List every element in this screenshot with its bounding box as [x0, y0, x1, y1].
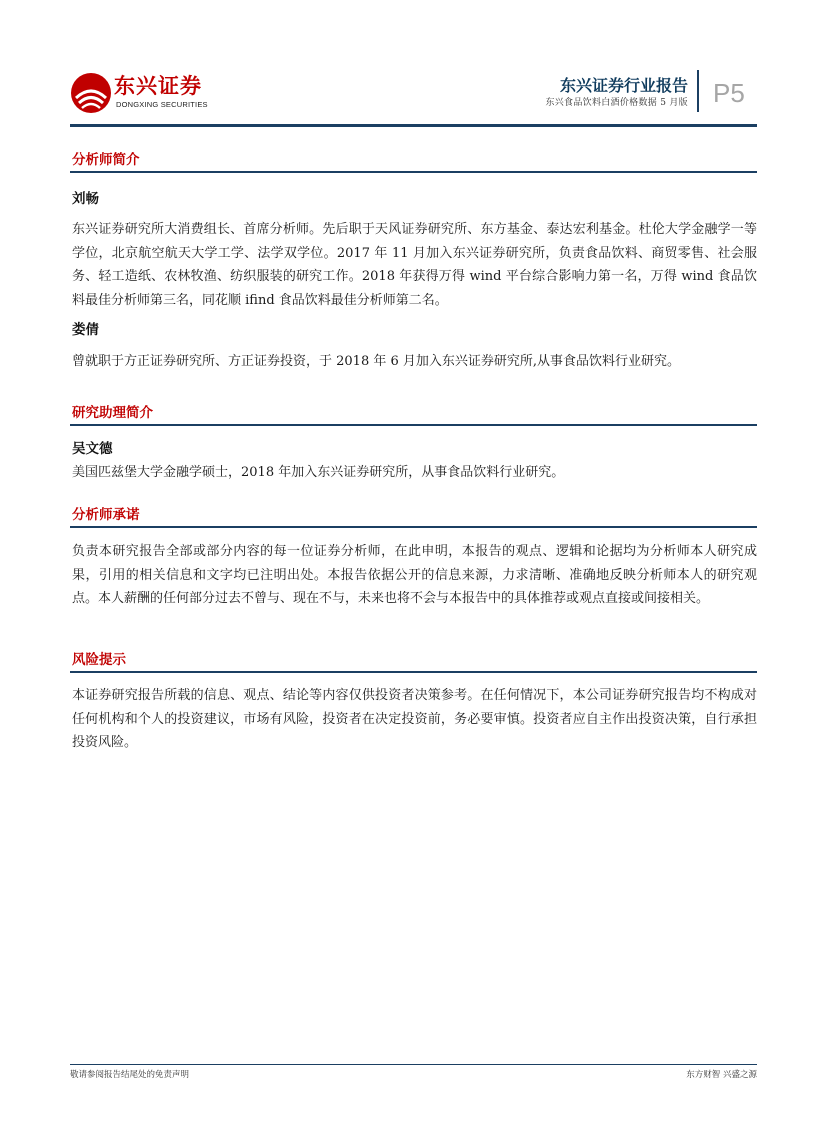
- analyst-name: 娄倩: [72, 322, 99, 338]
- analyst-bio: 东兴证券研究所大消费组长、首席分析师。先后职于天风证券研究所、东方基金、泰达宏利基金。杜伦大学金融学一等学位，北京航空航天大学工学、法学双学位。2017 年 11 月加入东兴证券研究所，负责食品饮料、商贸零售、社会服务、轻工造纸、农林牧渔、纺织服装的研究工作。2018 年获得万得 wind 平台综合影响力第一名，万得 wind 食品饮料最佳分析师第三名，同花顺 ifind 食品饮料最佳分析师第二名。: [72, 222, 757, 308]
- risk-text: 本证券研究报告所载的信息、观点、结论等内容仅供投资者决策参考。在任何情况下，本公司证券研究报告均不构成对任何机构和个人的投资建议，市场有风险，投资者在决定投资前，务必要审慎。投资者应自主作出投资决策，自行承担投资风险。: [72, 688, 757, 750]
- footer-slogan: 东方财智 兴盛之源: [686, 1070, 757, 1080]
- page-number: P5: [713, 78, 745, 108]
- commitment-text: 负责本研究报告全部或部分内容的每一位证券分析师，在此申明，本报告的观点、逻辑和论据均为分析师本人研究成果，引用的相关信息和文字均已注明出处。本报告依据公开的信息来源，力求清晰、准确地反映分析师本人的研究观点。本人薪酬的任何部分过去不曾与、现在不与，未来也将不会与本报告中的具体推荐或观点直接或间接相关。: [72, 544, 757, 606]
- header-divider: [697, 70, 699, 112]
- section-commitment: [70, 505, 757, 527]
- footer-disclaimer: 敬请参阅报告结尾处的免责声明: [70, 1070, 190, 1080]
- section-heading: 分析师简介: [72, 152, 140, 168]
- section-analysts: [70, 150, 757, 172]
- section-rule: [70, 171, 757, 173]
- footer-rule: [70, 1064, 757, 1065]
- section-rule: [70, 671, 757, 673]
- header-rule: [70, 124, 757, 127]
- logo-icon: [70, 72, 112, 114]
- analyst-bio: 曾就职于方正证券研究所、方正证券投资，于 2018 年 6 月加入东兴证券研究所,从事食品饮料行业研究。: [72, 354, 681, 369]
- section-risk: [70, 650, 757, 672]
- section-rule: [70, 424, 757, 426]
- section-assistant: [70, 403, 757, 425]
- section-heading: 风险提示: [72, 652, 126, 668]
- assistant-bio: 美国匹兹堡大学金融学硕士，2018 年加入东兴证券研究所，从事食品饮料行业研究。: [72, 465, 565, 480]
- assistant-name: 吴文德: [72, 441, 113, 457]
- analyst-name: 刘畅: [72, 191, 99, 207]
- logo-subtitle: DONGXING SECURITIES: [116, 100, 208, 109]
- report-subtitle: 东兴食品饮料白酒价格数据 5 月版: [545, 98, 688, 108]
- section-heading: 分析师承诺: [72, 507, 140, 523]
- section-rule: [70, 526, 757, 528]
- section-heading: 研究助理简介: [72, 405, 153, 421]
- report-type: 东兴证券行业报告: [559, 76, 688, 95]
- logo-title: 东兴证券: [114, 74, 202, 98]
